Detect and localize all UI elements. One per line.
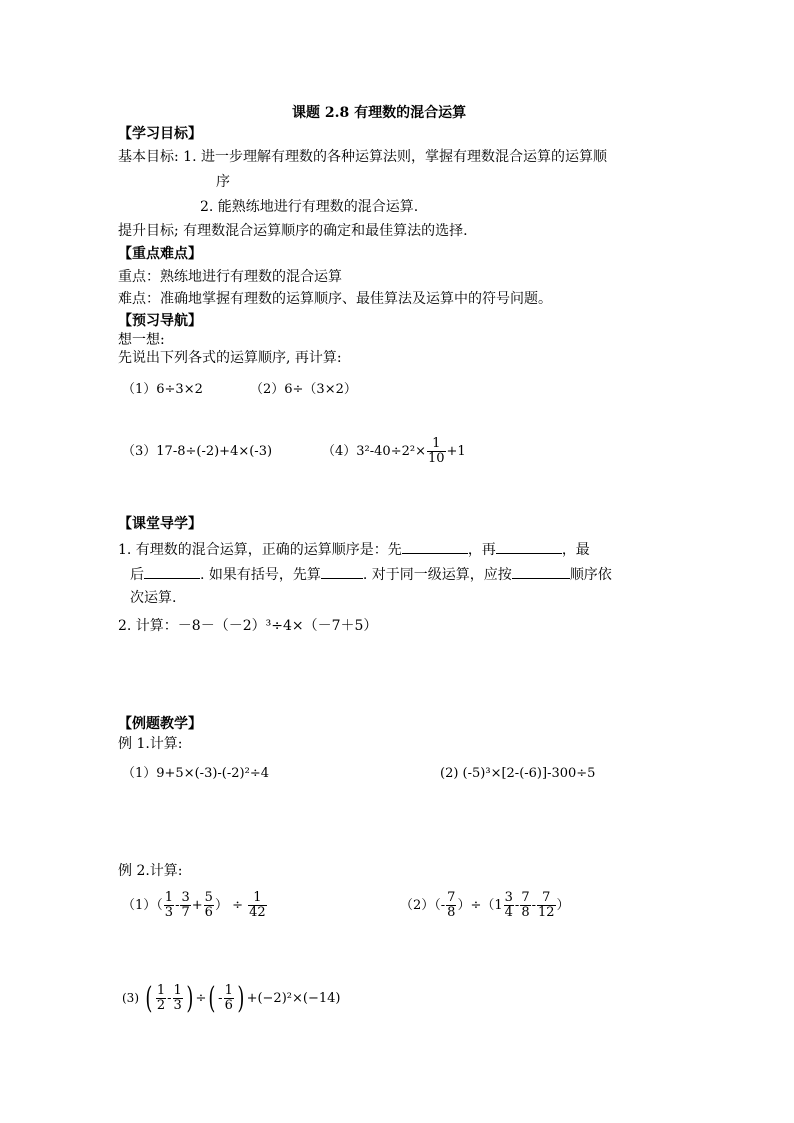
- preview-problem-1: （1）6÷3×2: [122, 382, 203, 397]
- preview-problem-2: （2）6÷（3×2）: [250, 382, 357, 397]
- key-focus: 重点：熟练地进行有理数的混合运算: [118, 269, 342, 285]
- section-examples: 【例题教学】: [118, 716, 202, 732]
- preview-think: 想一想:: [118, 332, 165, 348]
- section-goals: 【学习目标】: [118, 126, 202, 142]
- example-2-problem-3: (3) ( $\frac{1}{2}$ - $\frac{1}{3}$ ) ÷( - $\frac{1}{6}$ ) +(−2)²×(−14): [122, 980, 341, 1016]
- class-q1-line3: 次运算.: [130, 590, 177, 606]
- section-class: 【课堂导学】: [118, 516, 202, 532]
- example-1-problem-2: (2) (-5)³×[2-(-6)]-300÷5: [440, 766, 596, 781]
- example-2-problem-1: （1）（ $\frac{1}{3}$ - $\frac{3}{7}$ + $\frac{5}{6}$ ） ÷ $\frac{1}{42}$: [122, 890, 266, 920]
- preview-instruction: 先说出下列各式的运算顺序, 再计算:: [118, 350, 342, 366]
- goal-basic-1-cont: 序: [216, 174, 230, 190]
- blank-5[interactable]: [512, 564, 570, 579]
- blank-4[interactable]: [321, 564, 363, 579]
- blank-1[interactable]: [402, 539, 468, 554]
- section-key: 【重点难点】: [118, 246, 202, 262]
- blank-2[interactable]: [496, 539, 562, 554]
- page-title: 课题 2.8 有理数的混合运算: [292, 105, 467, 121]
- class-q2: 2. 计算：－8－（－2）³÷4×（－7＋5）: [118, 618, 378, 634]
- goal-basic-1: 基本目标: 1. 进一步理解有理数的各种运算法则，掌握有理数混合运算的运算顺: [118, 149, 607, 165]
- preview-problem-4: （4）3²-40÷2²× $\frac{1}{10}$ +1: [322, 436, 466, 466]
- goal-advance: 提升目标; 有理数混合运算顺序的确定和最佳算法的选择.: [118, 223, 468, 239]
- example-2-label: 例 2.计算:: [118, 863, 183, 879]
- section-preview: 【预习导航】: [118, 313, 202, 329]
- goal-basic-2: 2. 能熟练地进行有理数的混合运算.: [200, 199, 419, 215]
- example-1-problem-1: （1）9+5×(-3)-(-2)²÷4: [122, 766, 269, 781]
- class-q1-line1: 1. 有理数的混合运算，正确的运算顺序是：先 ，再 ，最: [118, 539, 590, 559]
- key-difficulty: 难点：准确地掌握有理数的运算顺序、最佳算法及运算中的符号问题。: [118, 291, 552, 307]
- example-1-label: 例 1.计算:: [118, 736, 183, 752]
- blank-3[interactable]: [144, 564, 200, 579]
- preview-problem-3: （3）17-8÷(-2)+4×(-3): [122, 444, 273, 459]
- class-q1-line2: 后 . 如果有括号，先算 . 对于同一级运算，应按 顺序依: [130, 564, 612, 584]
- example-2-problem-2: （2）（- $\frac{7}{8}$ ）÷（1 $\frac{3}{4}$ - $\frac{7}{8}$ - $\frac{7}{12}$ ）: [400, 890, 570, 920]
